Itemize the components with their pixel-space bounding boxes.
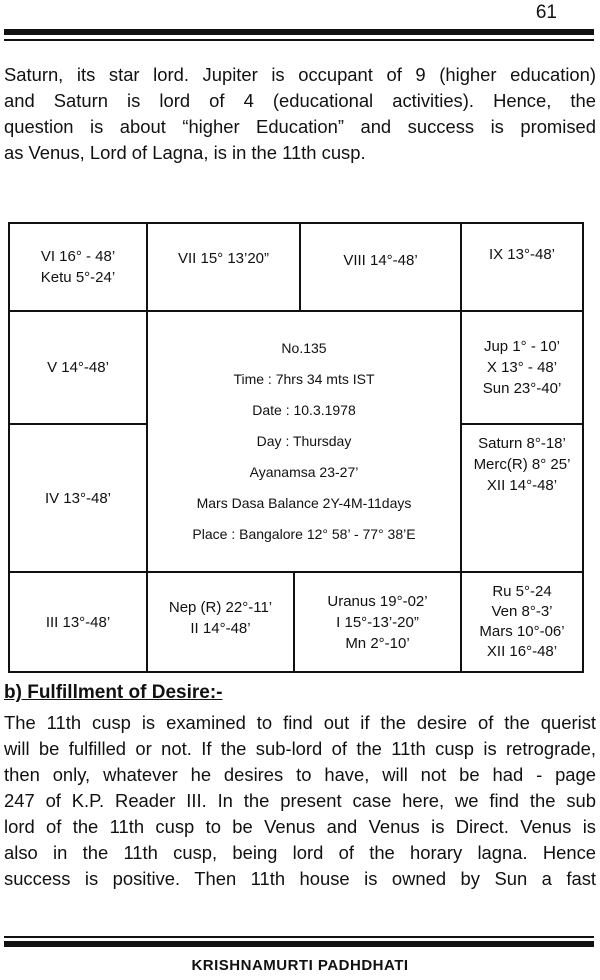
intro-line: Saturn, its star lord. Jupiter is occupant of 9 (higher education) xyxy=(4,64,596,85)
body-paragraph xyxy=(4,710,596,892)
chart-house-top-left xyxy=(8,222,148,312)
chart-house-bottom-left xyxy=(8,571,148,673)
chart-entry: VIII 14°-48’ xyxy=(343,252,418,269)
chart-entry: X 13° - 48’ xyxy=(486,359,558,376)
intro-line: as Venus, Lord of Lagna, is in the 11th cusp. xyxy=(4,142,366,163)
body-line: then only, whatever he desires to have, will not be had - page xyxy=(4,764,596,785)
chart-entry: Saturn 8°-18’ xyxy=(478,435,566,452)
chart-entry: Nep (R) 22°-11’ xyxy=(168,599,273,616)
chart-day: Day : Thursday xyxy=(256,433,352,449)
chart-entry: VII 15° 13’20” xyxy=(177,250,270,267)
footer-rule-thick xyxy=(4,941,594,947)
chart-number: No.135 xyxy=(281,340,327,356)
chart-entry: Ru 5°-24 xyxy=(492,583,552,600)
horoscope-chart xyxy=(8,222,584,673)
chart-entry: XII 14°-48’ xyxy=(486,477,558,494)
body-line: The 11th cusp is examined to find out if the desire of the querist xyxy=(4,712,596,733)
intro-line: question is about “higher Education” and success is promised xyxy=(4,116,596,137)
intro-paragraph xyxy=(4,62,596,166)
body-line: 247 of K.P. Reader III. In the present case here, we find the sub xyxy=(4,790,596,811)
body-line: lord of the 11th cusp to be Venus and Venus is Direct. Venus is xyxy=(4,816,596,837)
chart-place: Place : Bangalore 12° 58’ - 77° 38’E xyxy=(192,526,416,542)
chart-entry: III 13°-48’ xyxy=(45,613,111,631)
section-heading: b) Fulfillment of Desire:- xyxy=(4,682,223,703)
chart-entry: IX 13°-48’ xyxy=(488,246,556,263)
chart-entry: I 15°-13’-20” xyxy=(336,613,419,631)
header-rule-thick xyxy=(4,29,594,35)
page-number: 61 xyxy=(535,2,557,23)
chart-ayanamsa: Ayanamsa 23-27’ xyxy=(249,464,359,480)
chart-entry: V 14°-48’ xyxy=(47,359,109,376)
chart-date: Date : 10.3.1978 xyxy=(252,402,356,418)
chart-entry: XII 16°-48’ xyxy=(486,643,558,660)
chart-house-top-mid-left xyxy=(146,222,301,312)
chart-entry: IV 13°-48’ xyxy=(44,489,112,507)
chart-house-left-upper xyxy=(8,310,148,425)
chart-entry: Mn 2°-10’ xyxy=(345,634,410,652)
footer-rule-thin xyxy=(4,936,594,938)
chart-entry: Uranus 19°-02’ xyxy=(327,592,428,610)
body-line: will be fulfilled or not. If the sub-lord of the 11th cusp is retrograde, xyxy=(4,738,596,759)
footer-title: KRISHNAMURTI PADHDHATI xyxy=(191,957,409,974)
chart-entry: Mars 10°-06’ xyxy=(479,623,565,640)
chart-house-top-right xyxy=(460,222,584,312)
chart-house-bottom-mid-left xyxy=(146,571,295,673)
chart-entry: Ketu 5°-24’ xyxy=(40,269,116,286)
chart-house-right-lower xyxy=(460,423,584,573)
chart-center-details xyxy=(146,310,462,573)
chart-house-right-upper xyxy=(460,310,584,425)
chart-entry: Ven 8°-3’ xyxy=(491,603,553,620)
chart-house-bottom-right xyxy=(460,571,584,673)
chart-entry: Jup 1° - 10’ xyxy=(483,338,561,355)
body-line: success is positive. Then 11th house is owned by Sun a fast xyxy=(4,868,596,889)
chart-house-top-mid-right xyxy=(299,222,462,312)
chart-house-bottom-mid-right xyxy=(293,571,462,673)
chart-entry: II 14°-48’ xyxy=(190,620,251,637)
intro-line: and Saturn is lord of 4 (educational activities). Hence, the xyxy=(4,90,596,111)
chart-time: Time : 7hrs 34 mts IST xyxy=(233,371,375,387)
header-rule-thin xyxy=(4,39,594,41)
chart-entry: Merc(R) 8° 25’ xyxy=(473,456,571,473)
chart-house-left-lower xyxy=(8,423,148,573)
chart-entry: Sun 23°-40’ xyxy=(482,380,562,397)
chart-dasa-balance: Mars Dasa Balance 2Y-4M-11days xyxy=(196,495,412,511)
chart-entry: VI 16° - 48’ xyxy=(40,248,116,265)
body-line: also in the 11th cusp, being lord of the horary lagna. Hence xyxy=(4,842,596,863)
